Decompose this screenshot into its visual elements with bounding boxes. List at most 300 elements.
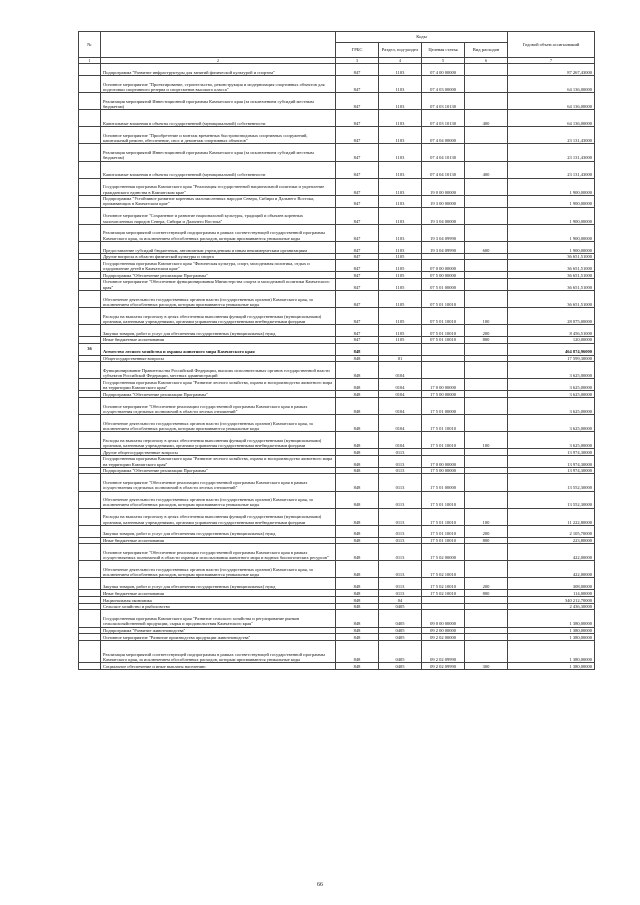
cell-vr <box>465 362 508 379</box>
cell-no <box>79 290 101 307</box>
cell-grbs: 847 <box>336 325 379 337</box>
cell-cs: 07 5 01 10010 <box>422 325 465 337</box>
cell-cs: 17 5 01 10010 <box>422 537 465 544</box>
cell-grbs: 847 <box>336 195 379 207</box>
cell-razd: 1105 <box>379 290 422 307</box>
cell-cs: 07 5 01 00000 <box>422 278 465 290</box>
cell-vr: 100 <box>465 432 508 449</box>
cell-razd: 0405 <box>379 663 422 670</box>
cell-no <box>79 336 101 343</box>
cell-sum: 17 599,30000 <box>508 355 595 362</box>
cell-no <box>79 578 101 590</box>
cell-cs: 07 5 01 10010 <box>422 307 465 324</box>
cell-no <box>79 272 101 279</box>
cell-sum: 1 900,00000 <box>508 241 595 253</box>
cell-sum: 8 456,51000 <box>508 325 595 337</box>
cell-no <box>79 627 101 634</box>
cell-no <box>79 76 101 93</box>
cell-razd: 1105 <box>379 253 422 260</box>
cell-cs: 17 5 00 00000 <box>422 391 465 398</box>
cell-sum: 1 380,00000 <box>508 627 595 634</box>
cell-vr: 100 <box>465 307 508 324</box>
cell-vr <box>465 178 508 195</box>
cell-grbs: 848 <box>336 640 379 662</box>
cell-vr <box>465 379 508 391</box>
cell-vr <box>465 491 508 508</box>
cell-name: Основное мероприятие "Сохранение и развитие национальной культуры, традиций и обычаев коренных малочисленных народов Севера, Сибири и Дальнего Востока" <box>101 207 336 224</box>
cell-grbs: 848 <box>336 544 379 561</box>
cell-name: Государственная программа Камчатского края "Развитие лесного хозяйства, охрана и воспроизводство животного мира на территории Камчатского края" <box>101 455 336 467</box>
column-index: 6 <box>465 58 508 64</box>
cell-vr <box>465 640 508 662</box>
cell-no <box>79 603 101 610</box>
cell-razd: 1103 <box>379 127 422 144</box>
table-row <box>79 307 595 324</box>
cell-name: Другие вопросы в области физической культуры и спорта <box>101 253 336 260</box>
cell-vr <box>465 467 508 474</box>
cell-vr <box>465 455 508 467</box>
cell-cs <box>422 343 465 355</box>
cell-no <box>79 432 101 449</box>
cell-grbs: 848 <box>336 508 379 525</box>
cell-sum: 308,00000 <box>508 578 595 590</box>
cell-grbs: 848 <box>336 432 379 449</box>
cell-razd: 0104 <box>379 397 422 414</box>
cell-sum: 13 552,30000 <box>508 491 595 508</box>
cell-razd: 0405 <box>379 634 422 641</box>
cell-vr <box>465 93 508 110</box>
cell-grbs: 848 <box>336 610 379 627</box>
table-row <box>79 525 595 537</box>
cell-name: Обеспечение деятельности государственных органов власти (государственных органов) Камчатского края, за исключением обособленных расходов, которым присваиваются уникальные коды <box>101 491 336 508</box>
table-row <box>79 178 595 195</box>
cell-cs <box>422 603 465 610</box>
cell-no <box>79 144 101 161</box>
cell-grbs: 847 <box>336 144 379 161</box>
cell-grbs: 847 <box>336 93 379 110</box>
cell-cs: 07 4 03 10130 <box>422 110 465 127</box>
cell-name: Подпрограмма "Обеспечение реализации Программы" <box>101 467 336 474</box>
header-sum: Годовой объем ассигнований <box>508 32 595 58</box>
cell-no <box>79 362 101 379</box>
cell-grbs: 847 <box>336 207 379 224</box>
table-row <box>79 508 595 525</box>
cell-no <box>79 161 101 178</box>
cell-name: Реализация мероприятий Инвестиционной программы Камчатского края (за исключением субсидий местным бюджетам) <box>101 93 336 110</box>
cell-name: Основное мероприятие "Обеспечение реализации государственной программы Камчатского края в рамках осуществляемых полномочий в области охраны и использования животного мира и водных биологических ресурсов" <box>101 544 336 561</box>
cell-razd: 1105 <box>379 260 422 272</box>
cell-sum: 2 436,30000 <box>508 603 595 610</box>
cell-name: Другие общегосударственные вопросы <box>101 449 336 456</box>
cell-sum: 464 874,96000 <box>508 343 595 355</box>
cell-sum: 23 131,43000 <box>508 161 595 178</box>
cell-name: Расходы на выплаты персоналу в целях обеспечения выполнения функций государственными (муниципальными) органами, казенными учреждениями, органами управления государственными внебюджетными фондами <box>101 307 336 324</box>
cell-vr <box>465 278 508 290</box>
cell-cs: 09 0 00 00000 <box>422 610 465 627</box>
cell-no <box>79 241 101 253</box>
cell-sum: 87 267,43000 <box>508 64 595 76</box>
cell-no <box>79 93 101 110</box>
cell-name: Расходы на выплаты персоналу в целях обеспечения выполнения функций государственными (муниципальными) органами, казенными учреждениями, органами управления государственными внебюджетными фондами <box>101 508 336 525</box>
cell-no <box>79 178 101 195</box>
cell-no <box>79 544 101 561</box>
cell-name: Государственная программа Камчатского края "Реализация государственной национальной политики и укрепление гражданского единства в Камчатском крае" <box>101 178 336 195</box>
cell-vr <box>465 253 508 260</box>
header-no: № <box>79 32 101 58</box>
cell-name: Иные бюджетные ассигнования <box>101 336 336 343</box>
cell-cs: 07 4 04 10130 <box>422 161 465 178</box>
cell-name: Подпрограмма "Обеспечение реализации Программы" <box>101 272 336 279</box>
column-index: 4 <box>379 58 422 64</box>
cell-grbs: 847 <box>336 260 379 272</box>
header-razdel: Раздел, под-раздел <box>379 43 422 58</box>
cell-vr <box>465 355 508 362</box>
cell-vr <box>465 272 508 279</box>
cell-vr: 200 <box>465 578 508 590</box>
cell-grbs: 847 <box>336 253 379 260</box>
cell-name: Капитальные вложения в объекты государственной (муниципальной) собственности <box>101 161 336 178</box>
cell-grbs: 848 <box>336 525 379 537</box>
table-row <box>79 414 595 431</box>
cell-vr: 600 <box>465 241 508 253</box>
cell-name: Предоставление субсидий бюджетным, автономным учреждениям и иным некоммерческим организациям <box>101 241 336 253</box>
cell-vr <box>465 391 508 398</box>
cell-no <box>79 260 101 272</box>
cell-cs: 17 0 00 00000 <box>422 379 465 391</box>
table-row <box>79 224 595 241</box>
cell-no <box>79 64 101 76</box>
column-index: 7 <box>508 58 595 64</box>
header-grbs: ГРБС <box>336 43 379 58</box>
cell-name: Основное мероприятие "Обеспечение реализации государственной программы Камчатского края в рамках осуществления отдельных полномочий в области лесных отношений" <box>101 474 336 491</box>
table-row <box>79 355 595 362</box>
cell-vr: 300 <box>465 663 508 670</box>
cell-grbs: 848 <box>336 597 379 604</box>
cell-sum: 3 625,00000 <box>508 414 595 431</box>
cell-cs: 07 5 01 10010 <box>422 290 465 307</box>
cell-vr: 400 <box>465 161 508 178</box>
cell-vr <box>465 449 508 456</box>
cell-cs: 17 5 02 00000 <box>422 544 465 561</box>
cell-vr <box>465 634 508 641</box>
cell-sum: 3 625,00000 <box>508 379 595 391</box>
cell-grbs: 848 <box>336 397 379 414</box>
header-codes: Коды <box>336 32 508 43</box>
cell-cs: 07 4 04 00000 <box>422 127 465 144</box>
cell-sum: 36 651,51000 <box>508 253 595 260</box>
cell-no <box>79 561 101 578</box>
cell-name: Подпрограмма "Устойчивое развитие коренных малочисленных народов Севера, Сибири и Дальнего Востока, проживающих в Камчатском крае" <box>101 195 336 207</box>
cell-name: Подпрограмма "Обеспечение реализации Программы" <box>101 391 336 398</box>
cell-sum: 1 380,00000 <box>508 663 595 670</box>
cell-vr <box>465 260 508 272</box>
cell-no <box>79 491 101 508</box>
cell-razd: 1103 <box>379 178 422 195</box>
cell-razd: 1103 <box>379 64 422 76</box>
cell-no <box>79 610 101 627</box>
cell-vr: 800 <box>465 537 508 544</box>
cell-razd: 1103 <box>379 241 422 253</box>
table-row <box>79 127 595 144</box>
cell-razd: 1103 <box>379 195 422 207</box>
cell-vr <box>465 144 508 161</box>
cell-cs: 19 3 00 00000 <box>422 195 465 207</box>
cell-razd: 0113 <box>379 455 422 467</box>
cell-no <box>79 597 101 604</box>
cell-cs: 09 2 02 09990 <box>422 640 465 662</box>
cell-sum: 114,00000 <box>508 590 595 597</box>
cell-razd: 0113 <box>379 578 422 590</box>
header-vr: Вид расходов <box>465 43 508 58</box>
cell-sum: 1 380,00000 <box>508 640 595 662</box>
table-row <box>79 627 595 634</box>
cell-no <box>79 379 101 391</box>
cell-name: Государственная программа Камчатского края "Развитие сельского хозяйства и регулирование рынков сельскохозяйственной продукции, сырья и продовольствия Камчатского края" <box>101 610 336 627</box>
cell-cs: 17 5 02 10010 <box>422 590 465 597</box>
cell-vr <box>465 195 508 207</box>
cell-razd: 1103 <box>379 110 422 127</box>
cell-cs: 17 5 02 10010 <box>422 578 465 590</box>
table-row <box>79 207 595 224</box>
cell-cs: 07 4 00 00000 <box>422 64 465 76</box>
table-row <box>79 474 595 491</box>
cell-razd: 0104 <box>379 391 422 398</box>
cell-sum: 64 136,00000 <box>508 110 595 127</box>
cell-name: Национальная экономика <box>101 597 336 604</box>
cell-sum: 3 625,00000 <box>508 362 595 379</box>
cell-grbs: 847 <box>336 161 379 178</box>
cell-grbs: 847 <box>336 307 379 324</box>
cell-sum: 422,00000 <box>508 544 595 561</box>
table-row <box>79 634 595 641</box>
table-row <box>79 336 595 343</box>
cell-no <box>79 634 101 641</box>
cell-sum: 13 974,30000 <box>508 449 595 456</box>
table-row <box>79 241 595 253</box>
cell-sum: 1 900,00000 <box>508 207 595 224</box>
table-row <box>79 260 595 272</box>
cell-grbs: 848 <box>336 491 379 508</box>
cell-cs: 19 3 04 09990 <box>422 241 465 253</box>
cell-grbs: 848 <box>336 449 379 456</box>
cell-sum: 3 625,00000 <box>508 432 595 449</box>
cell-no <box>79 474 101 491</box>
cell-razd: 0405 <box>379 640 422 662</box>
cell-vr: 400 <box>465 110 508 127</box>
cell-grbs: 848 <box>336 391 379 398</box>
table-header-row <box>79 32 595 43</box>
cell-no <box>79 449 101 456</box>
cell-no: 36 <box>79 343 101 355</box>
cell-razd: 0113 <box>379 449 422 456</box>
cell-razd: 0113 <box>379 561 422 578</box>
cell-no <box>79 278 101 290</box>
cell-no <box>79 355 101 362</box>
cell-name: Общегосударственные вопросы <box>101 355 336 362</box>
cell-razd: 1103 <box>379 224 422 241</box>
cell-grbs: 848 <box>336 603 379 610</box>
cell-sum: 36 651,51000 <box>508 290 595 307</box>
cell-sum: 23 131,43000 <box>508 144 595 161</box>
column-index: 1 <box>79 58 101 64</box>
table-row <box>79 610 595 627</box>
cell-sum: 2 105,70000 <box>508 525 595 537</box>
cell-name: Реализация мероприятий Инвестиционной программы Камчатского края (за исключением субсидий местным бюджетам) <box>101 144 336 161</box>
cell-cs: 17 5 01 10010 <box>422 508 465 525</box>
cell-name: Обеспечение деятельности государственных органов власти (государственных органов) Камчатского края, за исключением обособленных расходов, которым присваиваются уникальные коды <box>101 414 336 431</box>
cell-cs: 09 2 02 00000 <box>422 634 465 641</box>
cell-name: Социальное обеспечение и иные выплаты населению <box>101 663 336 670</box>
cell-razd: 0113 <box>379 508 422 525</box>
cell-vr <box>465 597 508 604</box>
cell-name: Реализация мероприятий соответствующей подпрограммы в рамках соответствующей государственной программы Камчатского края, за исключением обособленных расходов, которым присваиваются уникальные коды <box>101 224 336 241</box>
cell-razd: 1105 <box>379 336 422 343</box>
table-row <box>79 597 595 604</box>
cell-sum: 120,00000 <box>508 336 595 343</box>
cell-vr <box>465 290 508 307</box>
table-row <box>79 362 595 379</box>
cell-cs: 09 2 02 09990 <box>422 663 465 670</box>
cell-name: Основное мероприятие "Обеспечение реализации государственной программы Камчатского края в рамках осуществления отдельных полномочий в области лесных отношений" <box>101 397 336 414</box>
cell-no <box>79 307 101 324</box>
cell-razd: 1103 <box>379 144 422 161</box>
cell-vr <box>465 627 508 634</box>
cell-grbs: 847 <box>336 241 379 253</box>
cell-sum: 64 136,00000 <box>508 76 595 93</box>
table-row <box>79 195 595 207</box>
cell-vr <box>465 76 508 93</box>
column-index: 3 <box>336 58 379 64</box>
cell-sum: 340 212,70000 <box>508 597 595 604</box>
cell-sum: 28 075,00000 <box>508 307 595 324</box>
cell-grbs: 847 <box>336 336 379 343</box>
cell-name: Государственная программа Камчатского края "Физическая культура, спорт, молодежная политика, отдых и оздоровление детей в Камчатском крае" <box>101 260 336 272</box>
table-row <box>79 455 595 467</box>
table-row <box>79 467 595 474</box>
cell-name: Государственная программа Камчатского края "Развитие лесного хозяйства, охрана и воспроизводство животного мира на территории Камчатского края" <box>101 379 336 391</box>
cell-no <box>79 391 101 398</box>
cell-name: Обеспечение деятельности государственных органов власти (государственных органов) Камчатского края, за исключением обособленных расходов, которым присваиваются уникальные коды <box>101 561 336 578</box>
table-row <box>79 144 595 161</box>
cell-cs <box>422 355 465 362</box>
cell-grbs: 848 <box>336 627 379 634</box>
cell-cs: 09 2 00 00000 <box>422 627 465 634</box>
cell-vr <box>465 414 508 431</box>
table-row <box>79 343 595 355</box>
cell-name: Основное мероприятие "Проектирование, строительство, реконструкция и модернизация спортивных объектов для подготовки спортивного резерва и спортсменов высокого класса" <box>101 76 336 93</box>
cell-name: Обеспечение деятельности государственных органов власти (государственных органов) Камчатского края, за исключением обособленных расходов, которым присваиваются уникальные коды <box>101 290 336 307</box>
cell-grbs: 848 <box>336 561 379 578</box>
cell-no <box>79 455 101 467</box>
table-row <box>79 590 595 597</box>
cell-vr <box>465 603 508 610</box>
cell-vr <box>465 207 508 224</box>
cell-razd: 1105 <box>379 307 422 324</box>
page-number: 66 <box>317 882 323 888</box>
cell-cs: 19 3 04 09990 <box>422 224 465 241</box>
table-row <box>79 64 595 76</box>
cell-grbs: 848 <box>336 379 379 391</box>
cell-name: Иные бюджетные ассигнования <box>101 590 336 597</box>
cell-vr <box>465 64 508 76</box>
cell-cs: 19 3 04 00000 <box>422 207 465 224</box>
cell-grbs: 848 <box>336 590 379 597</box>
cell-sum: 11 222,80000 <box>508 508 595 525</box>
table-row <box>79 325 595 337</box>
cell-grbs: 848 <box>336 634 379 641</box>
table-row <box>79 561 595 578</box>
cell-no <box>79 110 101 127</box>
cell-no <box>79 207 101 224</box>
cell-razd: 1105 <box>379 278 422 290</box>
cell-razd: 01 <box>379 355 422 362</box>
budget-table <box>78 31 595 670</box>
cell-no <box>79 467 101 474</box>
cell-grbs: 848 <box>336 414 379 431</box>
cell-sum: 422,00000 <box>508 561 595 578</box>
cell-grbs: 848 <box>336 578 379 590</box>
cell-no <box>79 537 101 544</box>
cell-cs: 07 5 00 00000 <box>422 272 465 279</box>
cell-cs: 17 5 02 10010 <box>422 561 465 578</box>
cell-grbs: 848 <box>336 474 379 491</box>
cell-cs <box>422 449 465 456</box>
cell-grbs: 847 <box>336 178 379 195</box>
cell-no <box>79 590 101 597</box>
cell-vr: 100 <box>465 508 508 525</box>
cell-razd: 0104 <box>379 432 422 449</box>
cell-razd: 0113 <box>379 467 422 474</box>
cell-grbs: 847 <box>336 76 379 93</box>
cell-cs: 07 0 00 00000 <box>422 260 465 272</box>
cell-grbs: 848 <box>336 355 379 362</box>
cell-name: Функционирование Правительства Российской Федерации, высших исполнительных органов государственной власти субъектов Российской Федерации, местных администраций <box>101 362 336 379</box>
cell-cs: 17 5 01 10010 <box>422 491 465 508</box>
cell-grbs: 848 <box>336 343 379 355</box>
cell-name: Иные бюджетные ассигнования <box>101 537 336 544</box>
cell-name: Расходы на выплаты персоналу в целях обеспечения выполнения функций государственными (муниципальными) органами, казенными учреждениями, органами управления государственными внебюджетными фондами <box>101 432 336 449</box>
cell-name: Основное мероприятие "Обеспечение функционирования Министерства спорта и молодежной политики Камчатского края" <box>101 278 336 290</box>
cell-no <box>79 397 101 414</box>
cell-razd: 0405 <box>379 603 422 610</box>
cell-grbs: 847 <box>336 278 379 290</box>
cell-grbs: 848 <box>336 663 379 670</box>
cell-razd: 0104 <box>379 379 422 391</box>
cell-cs: 17 5 01 10010 <box>422 414 465 431</box>
cell-sum: 223,80000 <box>508 537 595 544</box>
cell-sum: 3 625,00000 <box>508 397 595 414</box>
table-row <box>79 76 595 93</box>
cell-sum: 13 974,30000 <box>508 467 595 474</box>
cell-name: Основное мероприятие "Развитие производства продукции животноводства" <box>101 634 336 641</box>
cell-name: Сельское хозяйство и рыболовство <box>101 603 336 610</box>
cell-name: Основное мероприятие "Приобретение и монтаж временных быстровозводимых спортивных сооружений, капитальный ремонт, обеспечение, снос и демонтаж спортивных объектов" <box>101 127 336 144</box>
cell-razd: 0113 <box>379 525 422 537</box>
cell-vr: 200 <box>465 525 508 537</box>
cell-grbs: 847 <box>336 64 379 76</box>
cell-vr: 200 <box>465 325 508 337</box>
cell-sum: 3 625,00000 <box>508 391 595 398</box>
cell-sum: 36 651,51000 <box>508 272 595 279</box>
table-body <box>79 64 595 670</box>
cell-grbs: 848 <box>336 537 379 544</box>
cell-razd: 1105 <box>379 272 422 279</box>
header-name <box>101 32 336 58</box>
cell-name: Капитальные вложения в объекты государственной (муниципальной) собственности <box>101 110 336 127</box>
cell-razd: 0104 <box>379 362 422 379</box>
cell-vr: 800 <box>465 336 508 343</box>
cell-sum: 1 380,00000 <box>508 634 595 641</box>
